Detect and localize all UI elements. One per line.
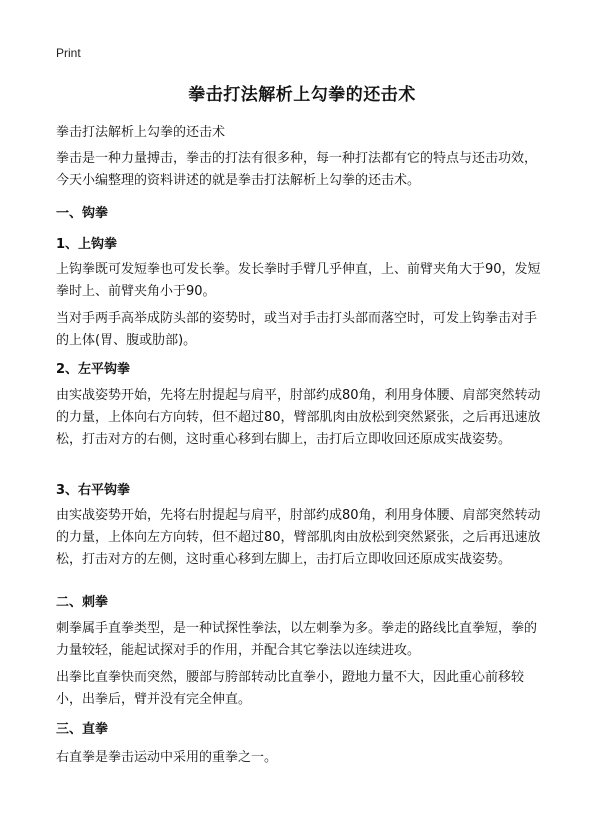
right-hook-paragraph: 由实战姿势开始，先将右肘提起与肩平，肘部约成80角，利用身体腰、肩部突然转动的力量，上体向左方向转，但不超过80，臂部肌肉由放松到突然紧张，之后再迅速放松，打击对方的左侧，这时重心移到左脚上，击打后立即收回还原成实战姿势。 bbox=[56, 508, 541, 567]
print-link[interactable]: Print bbox=[56, 46, 81, 60]
uppercut-paragraph-1: 上钩拳既可发短拳也可发长拳。发长拳时手臂几乎伸直，上、前臂夹角大于90，发短拳时上、前臂夹角小于90。 bbox=[56, 262, 541, 299]
page-title: 拳击打法解析上勾拳的还击术 bbox=[188, 85, 416, 105]
subsection-heading-uppercut: 1、上钩拳 bbox=[56, 237, 118, 252]
jab-paragraph-2: 出拳比直拳快而突然，腰部与胯部转动比直拳小，蹬地力量不大，因此重心前移较小，出拳后，臂并没有完全伸直。 bbox=[56, 670, 525, 707]
jab-paragraph-1: 刺拳属手直拳类型，是一种试探性拳法，以左刺拳为多。拳走的路线比直拳短，拳的力量较轻，能起试探对手的作用，并配合其它拳法以连续进攻。 bbox=[56, 621, 538, 658]
subsection-heading-left-hook: 2、左平钩拳 bbox=[56, 362, 131, 377]
article-subtitle: 拳击打法解析上勾拳的还击术 bbox=[56, 125, 226, 140]
intro-paragraph: 拳击是一种力量搏击，拳击的打法有很多种，每一种打法都有它的特点与还击功效，今天小编整理的资料讲述的就是拳击打法解析上勾拳的还击术。 bbox=[56, 151, 538, 188]
uppercut-paragraph-2: 当对手两手高举成防头部的姿势时，或当对手击打头部而落空时，可发上钩拳击对手的上体(胃、腹或肋部)。 bbox=[56, 311, 538, 348]
subsection-heading-right-hook: 3、右平钩拳 bbox=[56, 483, 131, 498]
section-heading-straight: 三、直拳 bbox=[56, 722, 109, 737]
straight-paragraph: 右直拳是拳击运动中采用的重拳之一。 bbox=[56, 750, 278, 765]
section-heading-jab: 二、刺拳 bbox=[56, 595, 109, 610]
section-heading-hook: 一、钩拳 bbox=[56, 206, 109, 221]
left-hook-paragraph: 由实战姿势开始，先将左肘提起与肩平，肘部约成80角，利用身体腰、肩部突然转动的力量，上体向右方向转，但不超过80，臂部肌肉由放松到突然紧张，之后再迅速放松，打击对方的右侧，这时重心移到右脚上，击打后立即收回还原成实战姿势。 bbox=[56, 388, 541, 447]
